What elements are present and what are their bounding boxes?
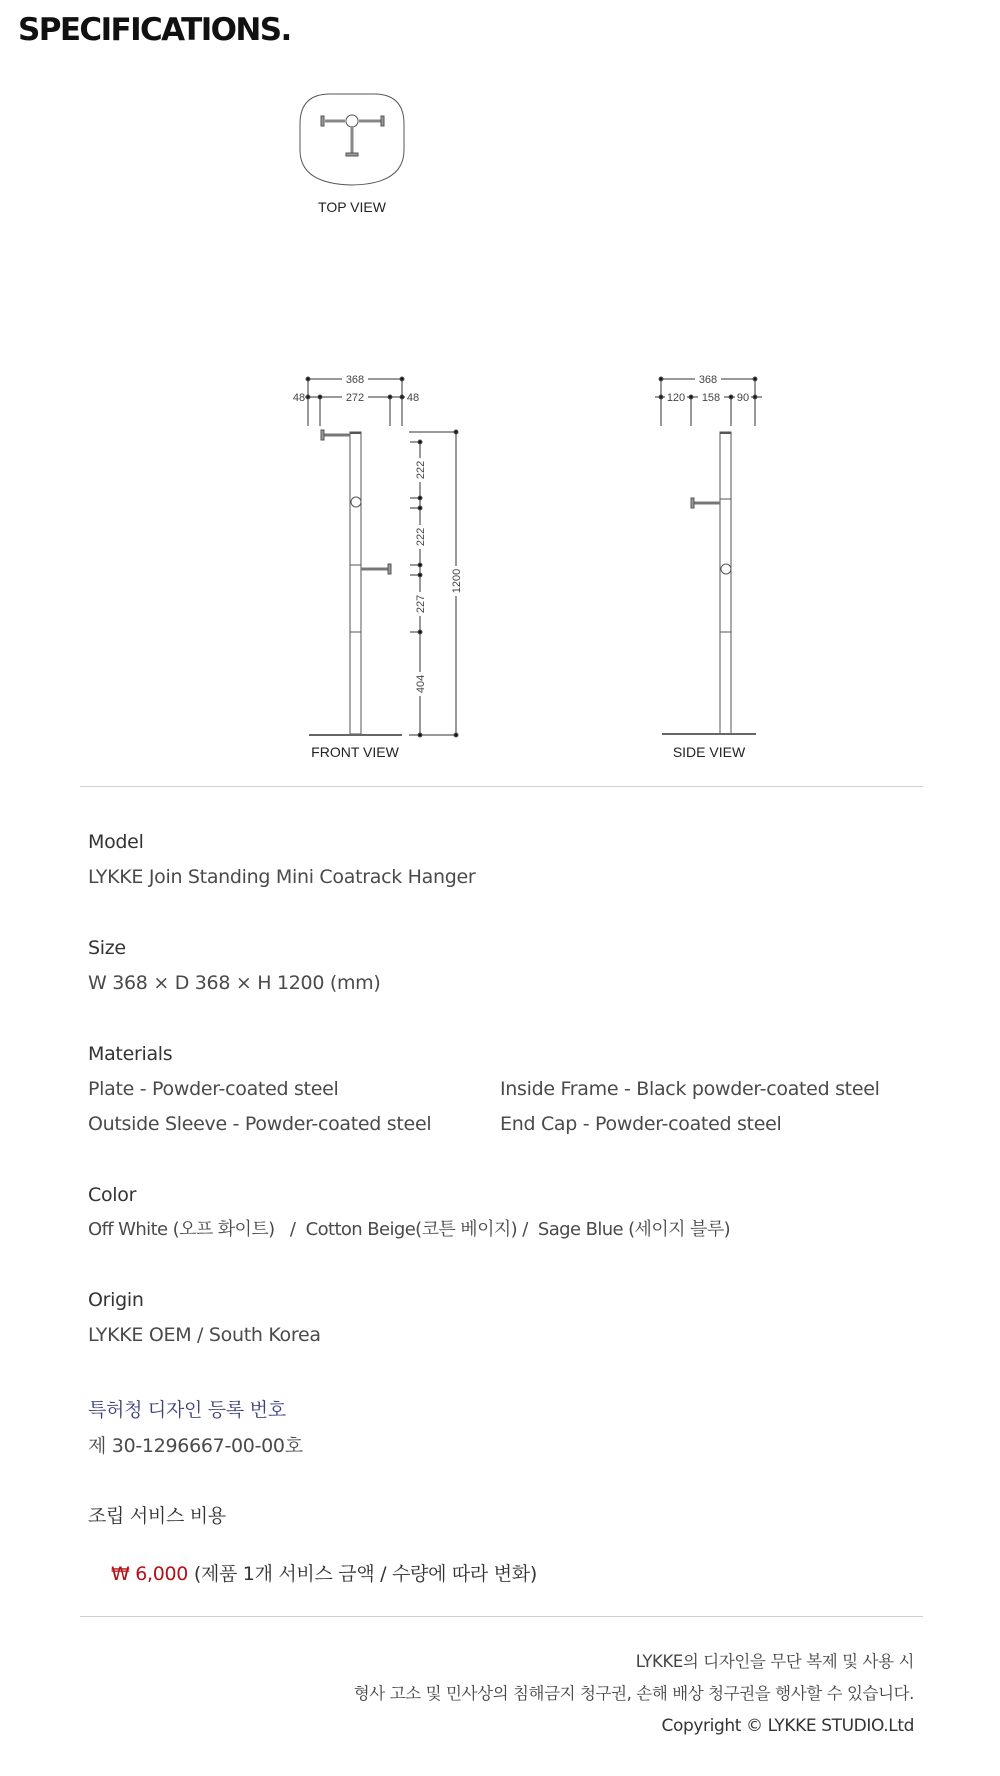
front-middle-width: 272 [345,392,365,404]
spec-value: Off White (오프 화이트) / Cotton Beige(코튼 베이지) / Sage Blue (세이지 블루) [88,1219,731,1240]
side-width-c: 90 [736,392,750,404]
top-view-cap-left [321,116,324,126]
spec-value: LYKKE OEM / South Korea [88,1324,321,1346]
spec-value: 제 30-1296667-00-00호 [88,1435,303,1457]
page-title: SPECIFICATIONS. [18,12,291,48]
spec-value: W 368 × D 368 × H 1200 (mm) [88,972,381,994]
spec-label: Materials [88,1043,173,1065]
spec-assembly-fee [88,1501,537,1607]
drawings-svg [0,0,1000,780]
spec-size [88,937,381,994]
spec-color [88,1184,730,1241]
spec-origin [88,1289,321,1346]
front-total-width: 368 [345,374,365,386]
front-height-total: 1200 [451,568,463,594]
side-total-width: 368 [698,374,718,386]
material-item: Inside Frame - Black powder-coated steel [500,1078,880,1100]
material-item: Outside Sleeve - Powder-coated steel [88,1113,432,1135]
front-left-width: 48 [292,392,306,404]
front-right-width: 48 [406,392,420,404]
side-view-dimension-labels [665,372,751,404]
materials-list [88,1078,920,1135]
side-view-pole [720,432,731,734]
front-view-drawing [300,377,458,737]
technical-drawings [0,0,1000,780]
assembly-price: ₩ 6,000 [110,1563,189,1585]
material-item: End Cap - Powder-coated steel [500,1113,782,1135]
spec-label: Color [88,1184,137,1206]
side-view-drawing [655,377,762,734]
front-view-knob [351,497,361,507]
spec-model [88,831,475,888]
footer-notice [354,1646,914,1742]
footer-line-1: LYKKE의 디자인을 무단 복제 및 사용 시 [635,1652,914,1671]
front-view-pole [350,432,361,734]
top-view-cap-right [381,116,384,126]
spec-value [88,1541,537,1607]
spec-design-registration [88,1395,303,1457]
front-view-label: FRONT VIEW [311,744,399,760]
front-view-dimension-labels [290,372,463,696]
side-width-a: 120 [666,392,686,404]
material-item: Plate - Powder-coated steel [88,1078,339,1100]
spec-value: LYKKE Join Standing Mini Coatrack Hanger [88,866,476,888]
spec-label: 조립 서비스 비용 [88,1505,226,1527]
top-view-cap-down [346,153,358,156]
assembly-price-note: (제품 1개 서비스 금액 / 수량에 따라 변화) [188,1563,537,1585]
side-view-label: SIDE VIEW [672,744,746,760]
spec-label: Model [88,831,144,853]
divider-bottom [80,1616,923,1617]
spec-materials [88,1043,920,1135]
copyright: Copyright © LYKKE STUDIO.Ltd [661,1716,914,1736]
front-height-seg-3: 227 [415,594,427,614]
footer-line-2: 형사 고소 및 민사상의 침해금지 청구권, 손해 배상 청구권을 행사할 수 있습니다. [353,1684,914,1703]
front-height-seg-4: 404 [415,674,427,694]
spec-label: Origin [88,1289,144,1311]
side-width-b: 158 [701,392,721,404]
spec-label: 특허청 디자인 등록 번호 [88,1399,286,1421]
top-view-pole [346,115,358,127]
front-height-seg-1: 222 [415,460,427,480]
top-view-label: TOP VIEW [318,199,386,215]
side-view-knob [721,564,731,574]
spec-label: Size [88,937,126,959]
divider-top [80,786,923,787]
top-view-drawing [300,94,404,185]
front-height-seg-2: 222 [415,527,427,547]
